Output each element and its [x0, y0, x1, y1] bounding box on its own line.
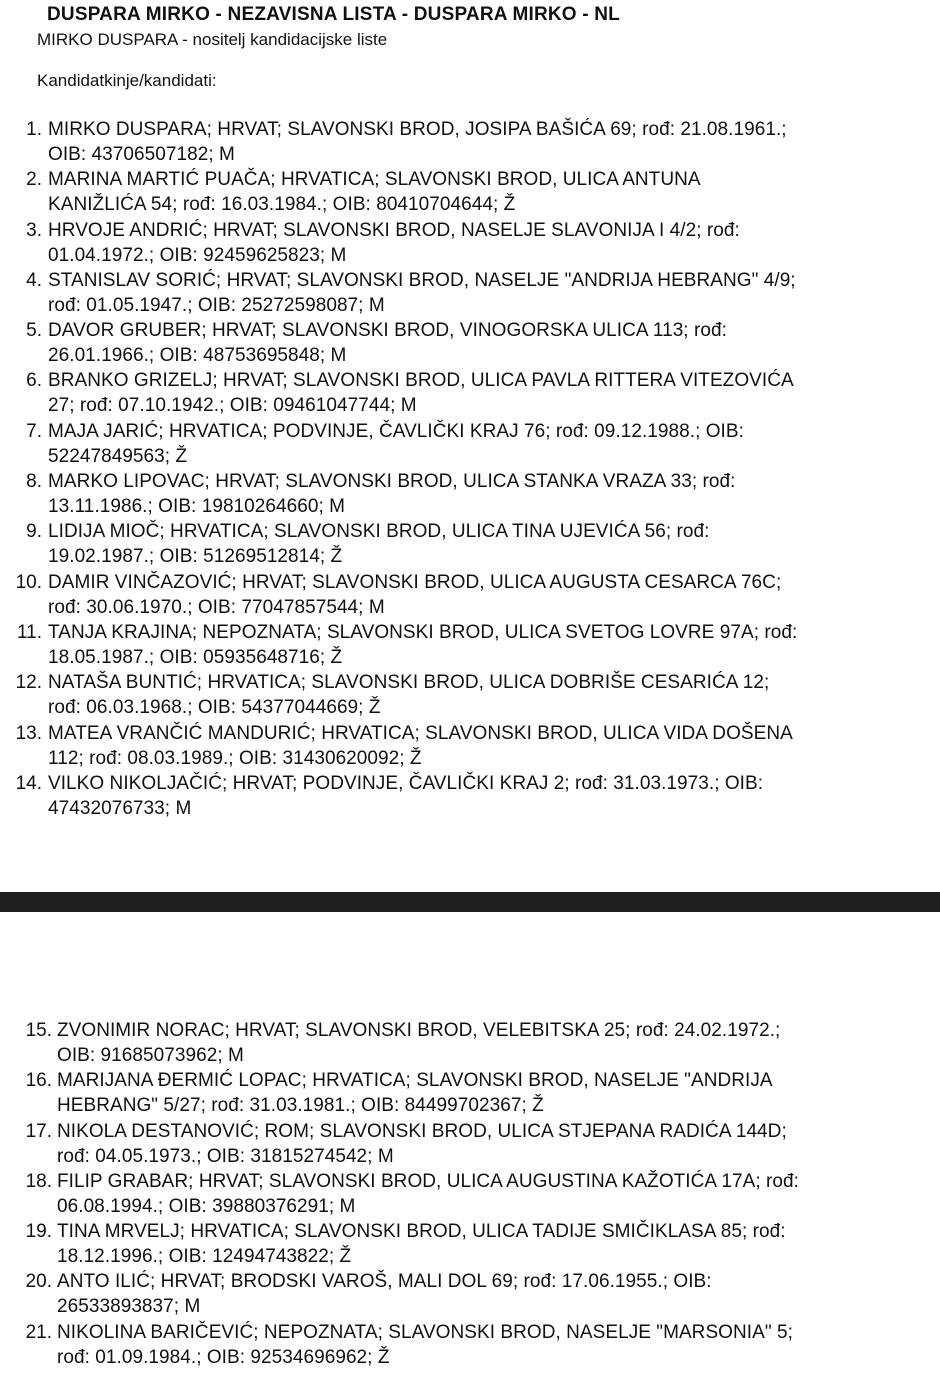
candidate-text — [48, 771, 918, 821]
candidate-number: 5. — [26, 320, 42, 342]
candidate-entry — [0, 1119, 940, 1169]
candidate-line-1: HRVOJE ANDRIĆ; HRVAT; SLAVONSKI BROD, NASELJE SLAVONIJA I 4/2; rođ: — [48, 219, 740, 241]
candidate-line-2: rođ: 30.06.1970.; OIB: 77047857544; M — [48, 596, 385, 618]
candidate-line-2: 27; rođ: 07.10.1942.; OIB: 09461047744; M — [48, 395, 417, 417]
candidate-number: 12. — [15, 672, 42, 694]
candidate-text — [48, 469, 918, 519]
candidate-line-1: MARINA MARTIĆ PUAČA; HRVATICA; SLAVONSKI BROD, ULICA ANTUNA — [48, 169, 701, 191]
candidate-text — [57, 1169, 919, 1219]
candidate-entry — [0, 1169, 940, 1219]
candidate-line-1: BRANKO GRIZELJ; HRVAT; SLAVONSKI BROD, ULICA PAVLA RITTERA VITEZOVIĆA — [48, 370, 794, 392]
candidate-number: 20. — [25, 1271, 52, 1293]
candidate-entry — [0, 268, 940, 318]
candidate-entry — [0, 218, 940, 268]
candidate-text — [57, 1320, 919, 1370]
candidate-line-1: DAMIR VINČAZOVIĆ; HRVAT; SLAVONSKI BROD, ULICA AUGUSTA CESARCA 76C; — [48, 571, 782, 593]
candidate-line-2: 06.08.1994.; OIB: 39880376291; M — [57, 1195, 356, 1217]
list-holder: MIRKO DUSPARA - nositelj kandidacijske liste — [37, 30, 388, 49]
candidate-number: 13. — [15, 722, 42, 744]
candidate-line-2: rođ: 06.03.1968.; OIB: 54377044669; Ž — [48, 697, 381, 719]
candidate-entry — [0, 117, 940, 167]
candidate-entry — [0, 419, 940, 469]
candidate-text — [57, 1269, 919, 1319]
candidate-entry — [0, 721, 940, 771]
candidate-number: 4. — [26, 269, 42, 291]
candidate-number: 6. — [26, 370, 42, 392]
candidate-text — [48, 117, 918, 167]
candidate-entry — [0, 368, 940, 418]
candidate-text — [57, 1018, 919, 1068]
candidate-entry — [0, 1068, 940, 1118]
candidate-line-1: FILIP GRABAR; HRVAT; SLAVONSKI BROD, ULICA AUGUSTINA KAŽOTIĆA 17A; rođ: — [57, 1170, 799, 1192]
candidate-number: 14. — [15, 772, 42, 794]
candidate-line-2: rođ: 01.05.1947.; OIB: 25272598087; M — [48, 294, 385, 316]
candidate-text — [48, 268, 918, 318]
candidates-label: Kandidatkinje/kandidati: — [37, 71, 217, 90]
candidate-line-2: 13.11.1986.; OIB: 19810264660; M — [48, 496, 346, 518]
candidate-entry — [0, 1320, 940, 1370]
candidate-line-1: MARIJANA ĐERMIĆ LOPAC; HRVATICA; SLAVONSKI BROD, NASELJE "ANDRIJA — [57, 1070, 773, 1092]
candidate-line-2: OIB: 43706507182; M — [48, 144, 235, 165]
candidate-line-1: STANISLAV SORIĆ; HRVAT; SLAVONSKI BROD, NASELJE "ANDRIJA HEBRANG" 4/9; — [48, 269, 796, 291]
candidate-line-2: rođ: 04.05.1973.; OIB: 31815274542; M — [57, 1145, 394, 1167]
candidate-line-1: NIKOLA DESTANOVIĆ; ROM; SLAVONSKI BROD, ULICA STJEPANA RADIĆA 144D; — [57, 1120, 787, 1142]
candidate-line-1: LIDIJA MIOČ; HRVATICA; SLAVONSKI BROD, ULICA TINA UJEVIĆA 56; rođ: — [48, 521, 710, 543]
candidate-text — [48, 419, 918, 469]
page-separator — [0, 892, 940, 912]
candidate-entry — [0, 167, 940, 217]
candidate-text — [48, 570, 918, 620]
candidate-text — [48, 519, 918, 569]
candidate-number: 2. — [26, 169, 42, 191]
candidate-number: 19. — [25, 1221, 52, 1243]
candidate-line-1: TINA MRVELJ; HRVATICA; SLAVONSKI BROD, ULICA TADIJE SMIČIKLASA 85; rođ: — [57, 1221, 786, 1243]
candidate-text — [57, 1068, 919, 1118]
candidate-line-1: MATEA VRANČIĆ MANDURIĆ; HRVATICA; SLAVONSKI BROD, ULICA VIDA DOŠENA — [48, 722, 793, 744]
candidate-number: 3. — [26, 219, 42, 241]
candidate-entry — [0, 469, 940, 519]
candidate-text — [48, 670, 918, 720]
candidate-line-2: 18.12.1996.; OIB: 12494743822; Ž — [57, 1246, 352, 1268]
candidate-number: 8. — [26, 471, 42, 493]
candidate-line-2: 47432076733; M — [48, 797, 192, 819]
candidate-line-1: VILKO NIKOLJAČIĆ; HRVAT; PODVINJE, ČAVLIČKI KRAJ 2; rođ: 31.03.1973.; OIB: — [48, 772, 764, 794]
document-page-2 — [0, 912, 940, 1396]
candidate-entry — [0, 1018, 940, 1068]
candidate-line-2: 112; rođ: 08.03.1989.; OIB: 31430620092; Ž — [48, 747, 422, 769]
candidate-text — [48, 218, 918, 268]
candidate-text — [48, 368, 918, 418]
candidate-line-2: 52247849563; Ž — [48, 445, 188, 467]
candidate-line-2: HEBRANG" 5/27; rođ: 31.03.1981.; OIB: 84499702367; Ž — [57, 1095, 544, 1117]
candidate-entry — [0, 670, 940, 720]
candidate-line-1: NATAŠA BUNTIĆ; HRVATICA; SLAVONSKI BROD, ULICA DOBRIŠE CESARIĆA 12; — [48, 672, 770, 694]
candidate-line-2: rođ: 01.09.1984.; OIB: 92534696962; Ž — [57, 1346, 390, 1368]
candidate-entry — [0, 620, 940, 670]
candidate-line-1: NIKOLINA BARIČEVIĆ; NEPOZNATA; SLAVONSKI BROD, NASELJE "MARSONIA" 5; — [57, 1321, 793, 1343]
candidate-line-1: TANJA KRAJINA; NEPOZNATA; SLAVONSKI BROD, ULICA SVETOG LOVRE 97A; rođ: — [48, 621, 798, 643]
candidate-number: 9. — [26, 521, 42, 543]
candidate-line-1: DAVOR GRUBER; HRVAT; SLAVONSKI BROD, VINOGORSKA ULICA 113; rođ: — [48, 320, 727, 342]
candidate-line-1: ANTO ILIĆ; HRVAT; BRODSKI VAROŠ, MALI DOL 69; rođ: 17.06.1955.; OIB: — [57, 1271, 712, 1293]
candidate-line-1: MIRKO DUSPARA; HRVAT; SLAVONSKI BROD, JOSIPA BAŠIĆA 69; rođ: 21.08.1961.; — [48, 119, 787, 140]
list-title: DUSPARA MIRKO - NEZAVISNA LISTA - DUSPARA MIRKO - NL — [47, 4, 620, 25]
candidate-entry — [0, 1269, 940, 1319]
candidate-text — [48, 620, 918, 670]
candidate-number: 7. — [26, 420, 42, 442]
candidate-entry — [0, 570, 940, 620]
candidate-number: 11. — [16, 621, 42, 643]
candidate-entry — [0, 318, 940, 368]
candidate-number: 18. — [25, 1170, 52, 1192]
candidate-entry — [0, 519, 940, 569]
candidate-text — [57, 1219, 919, 1269]
candidate-line-1: MAJA JARIĆ; HRVATICA; PODVINJE, ČAVLIČKI KRAJ 76; rođ: 09.12.1988.; OIB: — [48, 420, 744, 442]
candidate-text — [48, 721, 918, 771]
candidate-line-2: 26533893837; M — [57, 1296, 201, 1318]
candidate-line-2: 26.01.1966.; OIB: 48753695848; M — [48, 345, 347, 367]
candidate-number: 10. — [15, 571, 42, 593]
candidate-text — [48, 167, 918, 217]
candidate-number: 1. — [26, 119, 42, 140]
candidate-list-continued — [0, 1018, 940, 1370]
candidate-text — [48, 318, 918, 368]
candidate-text — [57, 1119, 919, 1169]
candidate-line-2: OIB: 91685073962; M — [57, 1045, 244, 1066]
candidate-number: 16. — [25, 1070, 52, 1092]
candidate-line-2: KANIŽLIĆA 54; rođ: 16.03.1984.; OIB: 80410704644; Ž — [48, 194, 516, 216]
candidate-line-2: 19.02.1987.; OIB: 51269512814; Ž — [48, 546, 343, 568]
candidate-line-1: MARKO LIPOVAC; HRVAT; SLAVONSKI BROD, ULICA STANKA VRAZA 33; rođ: — [48, 471, 736, 493]
candidate-number: 21. — [25, 1321, 52, 1343]
candidate-number: 15. — [25, 1020, 52, 1041]
candidate-line-2: 01.04.1972.; OIB: 92459625823; M — [48, 244, 347, 266]
candidate-entry — [0, 771, 940, 821]
candidate-line-2: 18.05.1987.; OIB: 05935648716; Ž — [48, 646, 343, 668]
candidate-number: 17. — [25, 1120, 52, 1142]
candidate-entry — [0, 1219, 940, 1269]
candidate-line-1: ZVONIMIR NORAC; HRVAT; SLAVONSKI BROD, VELEBITSKA 25; rođ: 24.02.1972.; — [57, 1020, 781, 1041]
candidate-list — [0, 117, 940, 821]
